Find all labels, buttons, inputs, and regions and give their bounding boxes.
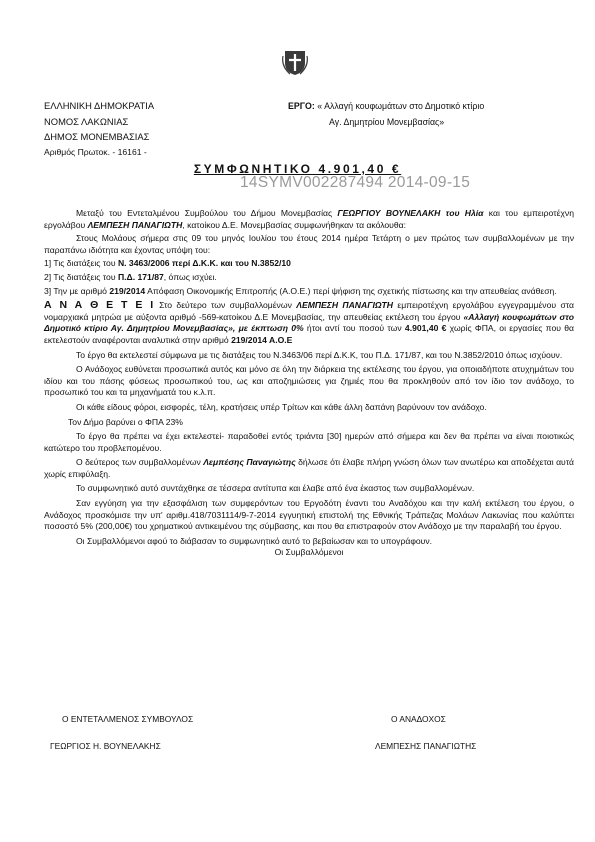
issuer-line: ΝΟΜΟΣ ΛΑΚΩΝΙΑΣ	[44, 115, 129, 127]
document-title: ΣΥΜΦΩΝΗΤΙΚΟ 4.901,40 €	[193, 162, 402, 176]
signature-role-left: Ο ΕΝΤΕΤΑΛΜΕΝΟΣ ΣΥΜΒΟΥΛΟΣ	[62, 714, 194, 724]
protocol-number: Αριθμός Πρωτοκ. - 16161 -	[44, 146, 147, 157]
project-block	[288, 98, 484, 130]
paragraph-parties-sign: Οι Συμβαλλόμενοι	[274, 547, 344, 558]
list-item: 3] Την με αριθμό 219/2014 Απόφαση Οικονομικής Επιτροπής (Α.Ο.Ε.) περί ψήφιση της σχετικής πίστωσης και την απευθείας ανάθεση.	[44, 285, 557, 296]
issuer-block	[44, 98, 154, 160]
project-title-line1: « Αλλαγή κουφωμάτων στο Δημοτικό κτίριο	[317, 101, 485, 111]
signature-name-right: ΛΕΜΠΕΣΗΣ ΠΑΝΑΓΙΩΤΗΣ	[375, 741, 477, 751]
paragraph-liability: Ο Ανάδοχος ευθύνεται προσωπικά αυτός και μόνο σε όλη την διάρκεια της εκτέλεσης του έργου, για οποιαδήποτε ατυχημάτων του ιδίου και του πάσης φύσεως προσωπικού του, ως και αποζημιώσεις για ζημιές που θα προκληθούν από τον ίδιο τον ανάδοχο, το προσωπικό του και τα μηχανήματά του κ.λ.π.	[44, 364, 574, 398]
paragraph-acceptance: Ο δεύτερος των συμβαλλομένων Λεμπέσης Παναγιώτης δήλωσε ότι έλαβε πλήρη γνώση όλων των ανωτέρω και αποδέχεται αυτά χωρίς επιφύλαξη.	[44, 457, 574, 479]
paragraph-law: Το έργο θα εκτελεστεί σύμφωνα με τις διατάξεις του Ν.3463/06 περί Δ.Κ.Κ, του Π.Δ. 171/87, και του Ν.3852/2010 όπως ισχύουν.	[76, 349, 563, 360]
paragraph-guarantee: Σαν εγγύηση για την εξασφάλιση των συμφερόντων του Εργοδότη έναντι του Αναδόχου και την καλή εκτέλεση του έργου, ο Ανάδοχος προσκόμισε την υπ' αριθμ.418/7031114/9-7-2014 εγγυητική επιστολή της Εθνικής Τράπεζας Μολάων Λακωνίας που καλύπτει ποσοστό 5% (200,00€) του χρηματικού αντικειμένου της σύμβασης, και που θα επιστραφούν στον Ανάδοχο με την παραλαβή του έργου.	[44, 498, 574, 532]
paragraph-date: Στους Μολάους σήμερα στις 09 του μηνός Ιουλίου του έτους 2014 ημέρα Τετάρτη ο μεν πρώτος των συμβαλλομένων με την παραπάνω ιδιότητα και έχοντας υπόψη του:	[44, 233, 574, 255]
paragraph-assignment: Α Ν Α Θ Ε Τ Ε Ι Στο δεύτερο των συμβαλλομένων ΛΕΜΠΕΣΗ ΠΑΝΑΓΙΩΤΗ εμπειροτέχνη εργολάβου εγγεγραμμένου στα νομαρχιακά μητρώα με αύξοντα αριθμό -569-κατοίκου Δ.Ε Μονεμβασίας, την απευθείας εκτέλεση του έργου «Αλλαγή κουφωμάτων στο Δημοτικό κτίριο Αγ. Δημητρίου Μονεμβασίας», με έκπτωση 0% ήτοι αντί του ποσού των 4.901,40 € χωρίς ΦΠΑ, οι εργασίες που θα εκτελεστούν αναφέρονται αναλυτικά στην αριθμό 219/2014 Α.Ο.Ε	[44, 299, 574, 345]
project-title-line2: Αγ. Δημητρίου Μονεμβασίας»	[329, 117, 445, 127]
project-label: ΕΡΓΟ:	[288, 101, 315, 111]
issuer-line: ΔΗΜΟΣ ΜΟΝΕΜΒΑΣΙΑΣ	[44, 131, 150, 142]
signature-role-right: Ο ΑΝΑΔΟΧΟΣ	[391, 714, 446, 724]
paragraph-parties: Μεταξύ του Εντεταλμένου Συμβούλου του Δήμου Μονεμβασίας ΓΕΩΡΓΙΟΥ ΒΟΥΝΕΛΑΚΗ του Ηλία και του εμπειροτέχνη εργολάβου ΛΕΜΠΕΣΗ ΠΑΝΑΓΙΩΤΗ, κατοίκου Δ.Ε. Μονεμβασίας συμφωνήθηκαν τα ακόλουθα:	[44, 208, 575, 230]
issuer-line: ΕΛΛΗΝΙΚΗ ΔΗΜΟΚΡΑΤΙΑ	[44, 100, 155, 111]
list-item: 1] Τις διατάξεις του Ν. 3463/2006 περί Δ.Κ.Κ. και του Ν.3852/10	[44, 258, 291, 269]
document-body	[44, 208, 574, 559]
registry-stamp: 14SYMV002287494 2014-09-15	[240, 174, 471, 191]
paragraph-deadline: Το έργο θα πρέπει να έχει εκτελεστεί- παραδοθεί εντός τριάντα [30] ημερών από σήμερα και δεν θα πρέπει να είναι ποιοτικώς κατώτερο του προβλεπομένου.	[44, 431, 574, 453]
list-item: 2] Τις διατάξεις του Π.Δ. 171/87, όπως ισχύει.	[44, 271, 217, 282]
paragraph-signing: Οι Συμβαλλόμενοι αφού το διάβασαν το συμφωνητικό αυτό το βεβαίωσαν και το υπογράφουν.	[76, 535, 433, 546]
paragraph-taxes: Οι κάθε είδους φόροι, εισφορές, τέλη, κρατήσεις υπέρ Τρίτων και κάθε άλλη δαπάνη βαρύνουν τον ανάδοχο.	[76, 401, 487, 412]
paragraph-copies: Το συμφωνητικό αυτό συντάχθηκε σε τέσσερα αντίτυπα και έλαβε από ένα έκαστος των συμβαλλομένων.	[76, 483, 475, 494]
paragraph-vat: Τον Δήμο βαρύνει ο ΦΠΑ 23%	[68, 416, 183, 427]
signature-name-left: ΓΕΩΡΓΙΟΣ Η. ΒΟΥΝΕΛΑΚΗΣ	[50, 741, 161, 751]
hellenic-republic-emblem-icon	[282, 48, 308, 76]
